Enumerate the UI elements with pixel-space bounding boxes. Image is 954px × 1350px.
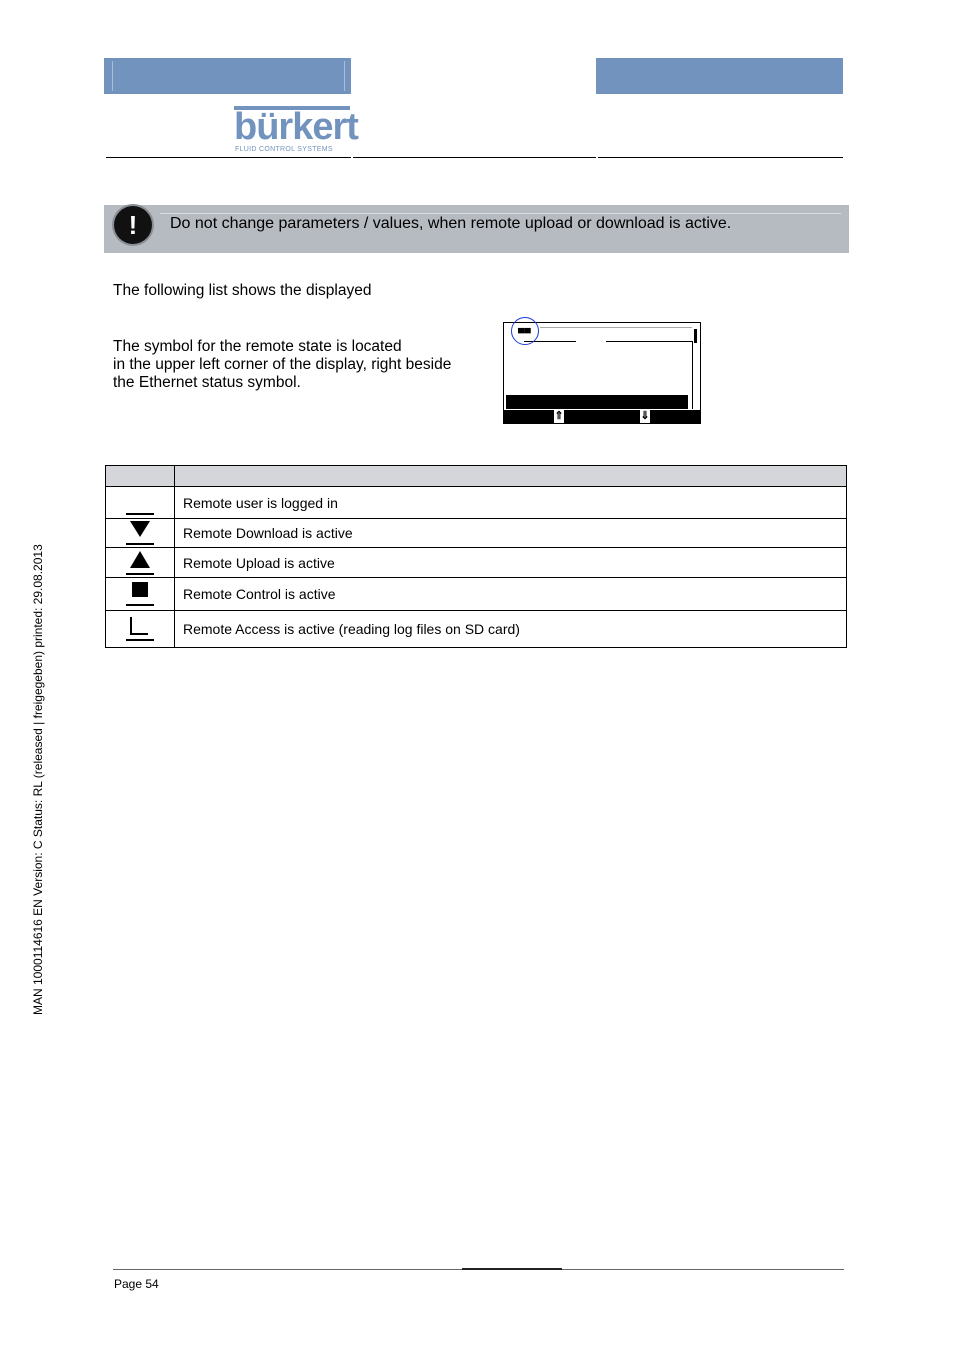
symbol-cell	[106, 519, 175, 548]
ethernet-status-icon: ▀▀	[518, 328, 531, 338]
description-cell: Remote Control is active	[175, 578, 847, 611]
table-row	[106, 611, 847, 648]
table-header-description	[175, 466, 847, 487]
location-text-line3: the Ethernet status symbol.	[113, 374, 301, 391]
intro-text: The following list shows the displayed	[113, 282, 372, 299]
notice-divider	[160, 213, 841, 214]
symbol-cell	[106, 487, 175, 519]
footer-rule-accent	[462, 1268, 562, 1270]
symbol-cell	[106, 578, 175, 611]
table-row	[106, 578, 847, 611]
page-number: Page 54	[114, 1277, 159, 1291]
remote-state-highlight-circle	[511, 317, 539, 345]
table-row	[106, 548, 847, 578]
notice-box	[104, 205, 849, 253]
display-top-line	[540, 327, 692, 328]
display-title-underline-right	[606, 341, 692, 342]
location-text-line1: The symbol for the remote state is located	[113, 338, 402, 355]
description-cell: Remote Upload is active	[175, 548, 847, 578]
display-softkey-bar	[504, 410, 700, 423]
description-cell: Remote Download is active	[175, 519, 847, 548]
table-header-row	[106, 466, 847, 487]
header-rule-right	[598, 157, 843, 158]
upload-icon	[125, 549, 155, 577]
logo-tagline: FLUID CONTROL SYSTEMS	[235, 146, 333, 153]
table-row	[106, 487, 847, 519]
logo-wordmark: bürkert	[234, 106, 358, 148]
exclamation-icon: !	[114, 206, 152, 244]
description-cell: Remote Access is active (reading log files on SD card)	[175, 611, 847, 648]
display-scroll-track	[692, 341, 693, 409]
logged-in-icon	[125, 489, 155, 517]
symbol-cell	[106, 548, 175, 578]
symbol-cell	[106, 611, 175, 648]
notice-text: Do not change parameters / values, when remote upload or download is active.	[170, 215, 732, 232]
display-scrollbar	[694, 329, 697, 343]
remote-symbols-table	[105, 465, 847, 648]
header-band-left	[104, 58, 351, 94]
access-icon	[125, 615, 155, 643]
header-band-right	[596, 58, 843, 94]
arrow-up-icon: ⇑	[554, 410, 564, 422]
header-rule-left	[106, 157, 351, 158]
location-text-line2: in the upper left corner of the display, right beside	[113, 356, 452, 373]
arrow-down-icon: ⇓	[640, 410, 650, 422]
burkert-logo	[234, 104, 358, 156]
document-status-sidebar: MAN 1000114616 EN Version: C Status: RL (released | freigegeben) printed: 29.08.2013	[31, 544, 45, 1015]
display-selected-row	[506, 395, 688, 409]
table-header-symbol	[106, 466, 175, 487]
table-row	[106, 519, 847, 548]
header-rule-middle	[353, 157, 596, 158]
control-icon	[125, 580, 155, 608]
download-icon	[125, 519, 155, 547]
description-cell: Remote user is logged in	[175, 487, 847, 519]
